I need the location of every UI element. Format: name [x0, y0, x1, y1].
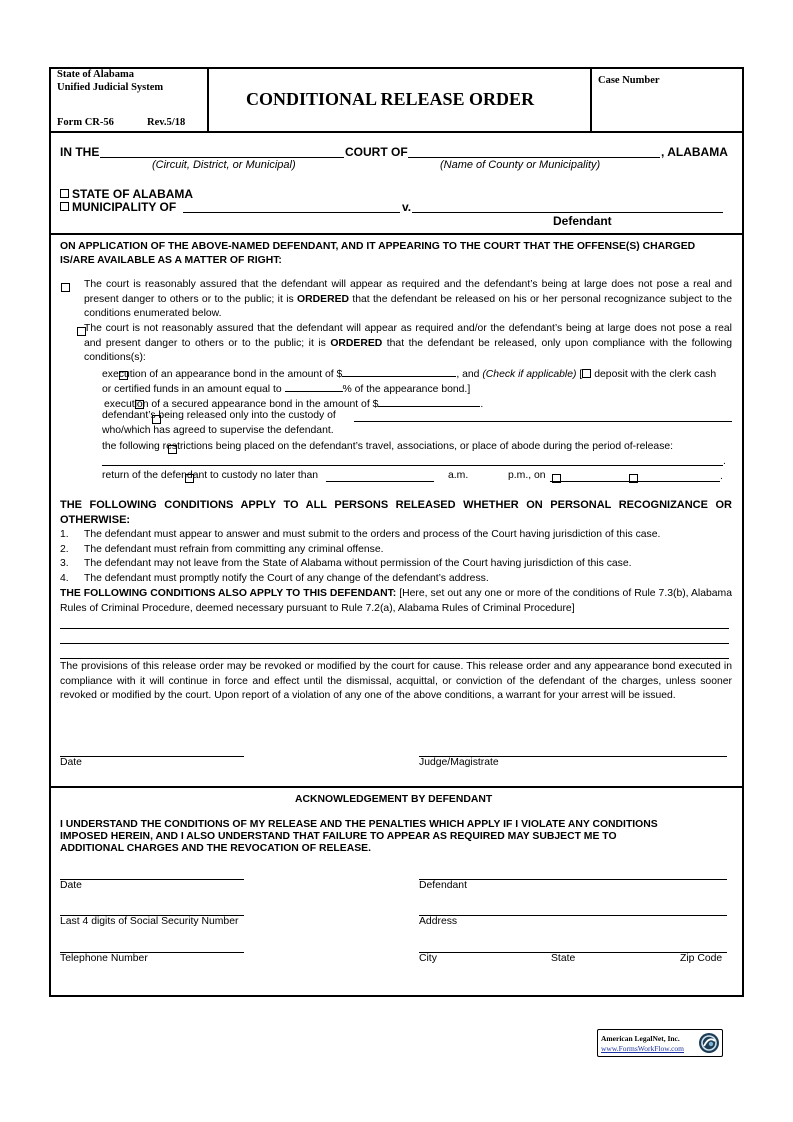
state-checkbox[interactable]: [60, 189, 69, 198]
court-section-rule: [49, 233, 744, 235]
company-name: American LegalNet, Inc.: [601, 1034, 680, 1043]
court-type-field[interactable]: [100, 157, 344, 158]
option2-text: The court is not reasonably assured that the defendant will appear as required and/or the defendant’s being at large does not pose a real and present danger to others or to the public; it is ORDERED that the defendant be released, only upon compliance with the following conditions(s):: [84, 323, 732, 364]
sub5-end: .: [720, 471, 723, 482]
municipality-option-label: MUNICIPALITY OF: [72, 200, 177, 214]
am-label: a.m.: [448, 470, 469, 481]
also-apply-text: THE FOLLOWING CONDITIONS ALSO APPLY TO THIS DEFENDANT: [Here, set out any one or more of the conditions of Rule 7.3(b), Alabama Rules of Criminal Procedure, deemed necessary pursuant to Rule 7.2(a), Alabama Rules of Criminal Procedure]: [60, 588, 732, 614]
condition-3-num: 3.: [60, 558, 69, 569]
percent-field[interactable]: [285, 382, 343, 392]
header-divider-left: [207, 67, 209, 132]
sub2-line: execution of a secured appearance bond in the amount of $ .: [104, 399, 484, 410]
sub4-line: the following restrictions being placed on the defendant’s travel, associations, or place of abode during the period of-release:: [102, 441, 674, 452]
additional-conditions-line-3[interactable]: [60, 658, 729, 659]
condition-1-num: 1.: [60, 529, 69, 540]
conditions-heading-2: OTHERWISE:: [60, 514, 131, 526]
municipality-option[interactable]: [60, 201, 176, 213]
application-heading-2: IS/ARE AVAILABLE AS A MATTER OF RIGHT:: [60, 255, 282, 266]
globe-icon: [698, 1032, 720, 1054]
state-label-ack: State: [551, 953, 576, 964]
sub3-line2: who/which has agreed to supervise the defendant.: [102, 425, 334, 436]
address-label: Address: [419, 916, 458, 927]
defendant-label: Defendant: [553, 214, 612, 228]
alabama-label: , ALABAMA: [661, 145, 728, 159]
phone-label: Telephone Number: [60, 953, 148, 964]
ack-date-label: Date: [60, 880, 82, 891]
ack-heading: ACKNOWLEDGEMENT BY DEFENDANT: [295, 794, 493, 805]
municipality-field[interactable]: [183, 212, 400, 213]
county-field[interactable]: [408, 157, 660, 158]
circuit-hint: (Circuit, District, or Municipal): [152, 159, 296, 171]
conditions-heading-1: THE FOLLOWING CONDITIONS APPLY TO ALL PERSONS RELEASED WHETHER ON PERSONAL RECOGNIZANCE OR: [60, 499, 732, 511]
state-option[interactable]: [60, 188, 193, 200]
condition-3-text: The defendant may not leave from the State of Alabama without permission of the Court having jurisdiction of this case.: [84, 558, 632, 569]
court-of-label: COURT OF: [345, 145, 408, 159]
municipality-checkbox[interactable]: [60, 202, 69, 211]
revision: Rev.5/18: [147, 117, 186, 128]
versus-label: v.: [402, 200, 412, 214]
judge-label: Judge/Magistrate: [419, 757, 499, 768]
case-number-label: Case Number: [598, 75, 660, 86]
ack-defendant-label: Defendant: [419, 880, 467, 891]
case-number-field[interactable]: [596, 92, 740, 128]
defendant-name-field[interactable]: [412, 212, 723, 213]
condition-2-num: 2.: [60, 544, 69, 555]
additional-conditions-line-1[interactable]: [60, 628, 729, 629]
sub1-line2: or certified funds in an amount equal to % of the appearance bond.]: [102, 384, 471, 395]
custody-field[interactable]: [354, 421, 732, 422]
address-line[interactable]: [419, 915, 727, 916]
date-label: Date: [60, 757, 82, 768]
additional-conditions-line-2[interactable]: [60, 643, 729, 644]
form-number: Form CR-56: [57, 117, 114, 128]
sub3-line1: defendant’s being released only into the custody of: [102, 410, 336, 421]
page-title: CONDITIONAL RELEASE ORDER: [246, 89, 535, 109]
option1-checkbox[interactable]: [61, 283, 70, 292]
condition-4-text: The defendant must promptly notify the Court of any change of the defendant’s address.: [84, 573, 489, 584]
county-hint: (Name of County or Municipality): [440, 159, 601, 171]
condition-4-num: 4.: [60, 573, 69, 584]
sub5-line: return of the defendant to custody no later than: [102, 470, 319, 481]
state-option-label: STATE OF ALABAMA: [72, 187, 194, 201]
sub4-end: .: [723, 456, 726, 467]
pm-label: p.m., on: [508, 470, 546, 481]
in-the-label: IN THE: [60, 145, 100, 159]
zip-label: Zip Code: [680, 953, 723, 964]
return-date-field[interactable]: [550, 481, 720, 482]
header-divider-right: [590, 67, 592, 132]
city-label: City: [419, 953, 437, 964]
ack-line-2: IMPOSED HEREIN, AND I ALSO UNDERSTAND THAT FAILURE TO APPEAR AS REQUIRED MAY SUBJECT ME TO: [60, 831, 617, 842]
bond-amount-field[interactable]: [342, 367, 456, 377]
company-logo: [597, 1029, 723, 1057]
condition-1-text: The defendant must appear to answer and must submit to the orders and process of the Court having jurisdiction of this case.: [84, 529, 661, 540]
condition-2-text: The defendant must refrain from committing any criminal offense.: [84, 544, 384, 555]
header-bottom-rule: [49, 131, 744, 133]
ack-date-line[interactable]: [60, 879, 244, 880]
state-label: State of Alabama: [57, 69, 134, 80]
option1-text: The court is reasonably assured that the defendant will appear as required and the defendant’s being at large does not pose a real and present danger to others or to the public; it is ORDERED that the defendant be released on his or her personal recognizance subject to the conditions enumerated below.: [84, 279, 732, 320]
ack-section-rule: [49, 786, 744, 788]
restrictions-field[interactable]: [102, 465, 723, 466]
ack-line-3: ADDITIONAL CHARGES AND THE REVOCATION OF RELEASE.: [60, 843, 371, 854]
return-time-field[interactable]: [326, 481, 434, 482]
system-label: Unified Judicial System: [57, 82, 164, 93]
ack-line-1: I UNDERSTAND THE CONDITIONS OF MY RELEASE AND THE PENALTIES WHICH APPLY IF I VIOLATE ANY CONDITIONS: [60, 819, 658, 830]
deposit-checkbox[interactable]: [582, 369, 591, 378]
secured-bond-field[interactable]: [378, 397, 480, 407]
provisions-text: The provisions of this release order may be revoked or modified by the court for cause. This release order and any appearance bond executed in compliance with it will continue in force and effect until the dismissal, acquittal, or conviction of the defendant of the charges, unless sooner revoked or modified by the court. Upon report of a violation of any one of the above conditions, a warrant for your arrest will be issued.: [60, 661, 732, 702]
sub1-line1: execution of an appearance bond in the amount of $ , and (Check if applicable) [ deposit with the clerk cash: [102, 369, 717, 380]
application-heading-1: ON APPLICATION OF THE ABOVE-NAMED DEFENDANT, AND IT APPEARING TO THE COURT THAT THE OFFENSE(S) CHARGED: [60, 241, 696, 252]
date-signature-line[interactable]: [60, 756, 244, 757]
ssn-label: Last 4 digits of Social Security Number: [60, 916, 239, 927]
company-url[interactable]: www.FormsWorkFlow.com: [601, 1044, 685, 1053]
